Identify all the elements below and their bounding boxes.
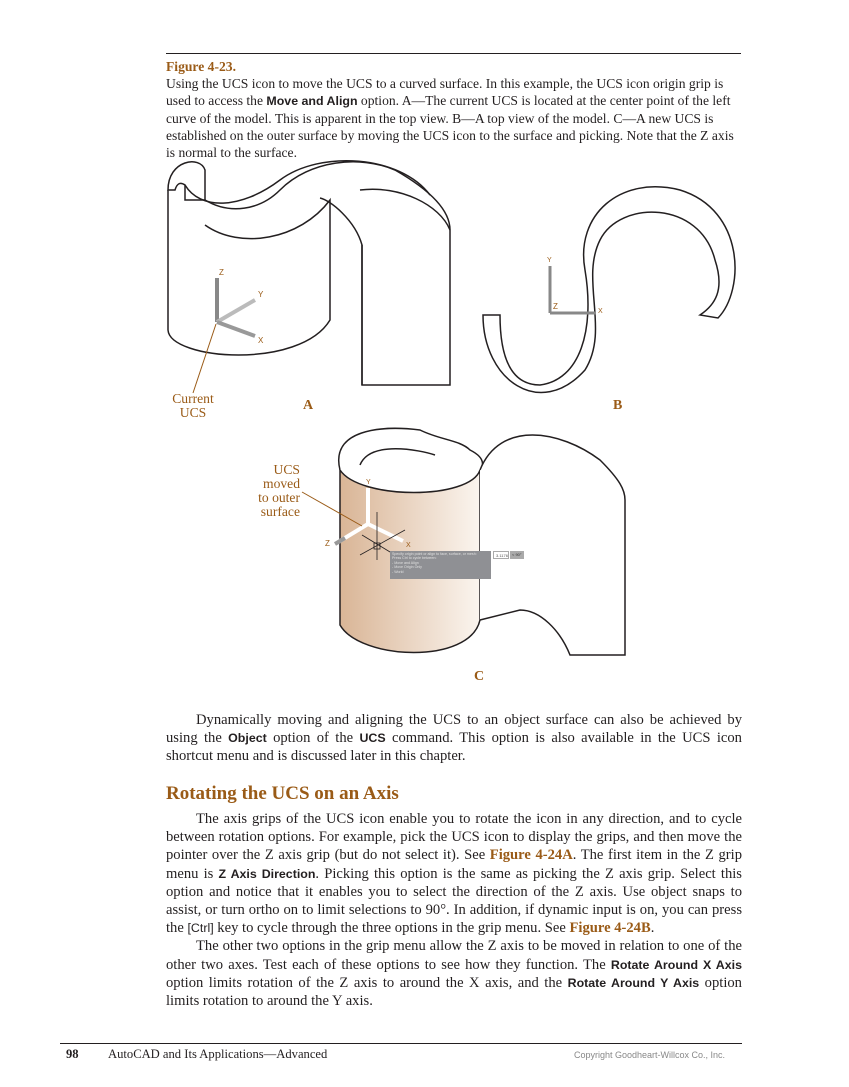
callout-ucs-moved: UCS moved to outer surface (258, 462, 300, 519)
svg-text:Z: Z (325, 539, 330, 548)
book-title: AutoCAD and Its Applications—Advanced (108, 1047, 328, 1061)
page-number: 98 (66, 1047, 79, 1061)
paragraph-2: The axis grips of the UCS icon enable you to rotate the icon in any direction, and to cycle between rotation options. For example, pick the UCS icon to display the grips, and then move the pointer over the Z axis grip (but do not select it). See Figure 4-24A. The first item in the Z grip menu is Z Axis Direction. Picking this option is the same as picking the Z axis grip. Select this option and notice that it enables you to select the direction of the Z axis. Use object snaps to assist, or turn ortho on to limit selections to 90°. In addition, if dynamic input is on, you can press the [Ctrl] key to cycle through the three options in the grip menu. See Figure 4-24B. The other two options in the grip menu allow the Z axis to be moved in relation to one of the other two axes. Test each of these options to see how they function. The Rotate Around X Axis option limits rotation of the Z axis to around the X axis, and the Rotate Around Y Axis option limits rotation to around the Y axis. (166, 811, 743, 1010)
svg-text:Z: Z (553, 302, 558, 311)
svg-text:X: X (406, 542, 411, 549)
angle-input[interactable]: < 90° (510, 551, 524, 559)
model-view-a (168, 161, 450, 385)
svg-text:Y: Y (366, 479, 371, 486)
svg-text:Y: Y (547, 257, 552, 264)
paragraph-1: Dynamically moving and aligning the UCS to an object surface can also be achieved by using the Object option of the UCS command. This option is also available in the UCS icon shortcut menu and is discussed later in this chapter. (166, 712, 742, 765)
figure-link[interactable]: Figure 4-24B (569, 920, 651, 937)
caption-text: Using the UCS icon to move the UCS to a curved surface. In this example, the UCS icon origin grip is used to access the (166, 76, 724, 108)
footer-rule (60, 1043, 742, 1044)
panel-label-b: B (613, 398, 623, 413)
copyright: Copyright Goodheart-Willcox Co., Inc. (574, 1050, 726, 1060)
distance-input[interactable]: 3.1176 (493, 551, 509, 559)
section-heading: Rotating the UCS on an Axis (166, 783, 399, 804)
figure-number: Figure 4-23. (166, 59, 236, 74)
svg-text:X: X (598, 308, 603, 315)
svg-text:Z: Z (219, 268, 224, 277)
svg-text:X: X (258, 336, 264, 345)
figure-link[interactable]: Figure 4-24A (489, 847, 573, 864)
panel-label-c: C (474, 669, 485, 684)
callout-current-ucs: Current UCS (172, 391, 214, 420)
caption-bold: Move and Align (266, 94, 358, 108)
caption-text-2: option. A—The current UCS is located at the center point of the left curve of the model. This is apparent in the top view. B—A top view of the model. C—A new UCS is established on the outer surface by moving the UCS icon to the surface and picking. Note that the Z axis is normal to the surface. (166, 93, 734, 160)
dynamic-input-tooltip: Specify origin point or align to face, surface, or mesh: Press Ctrl to cycle between: - Move and Align - Move Origin Only - World (390, 551, 491, 579)
top-view-b (483, 187, 735, 393)
svg-text:Y: Y (258, 290, 264, 299)
panel-label-a: A (303, 398, 314, 413)
model-view-c (339, 428, 625, 655)
